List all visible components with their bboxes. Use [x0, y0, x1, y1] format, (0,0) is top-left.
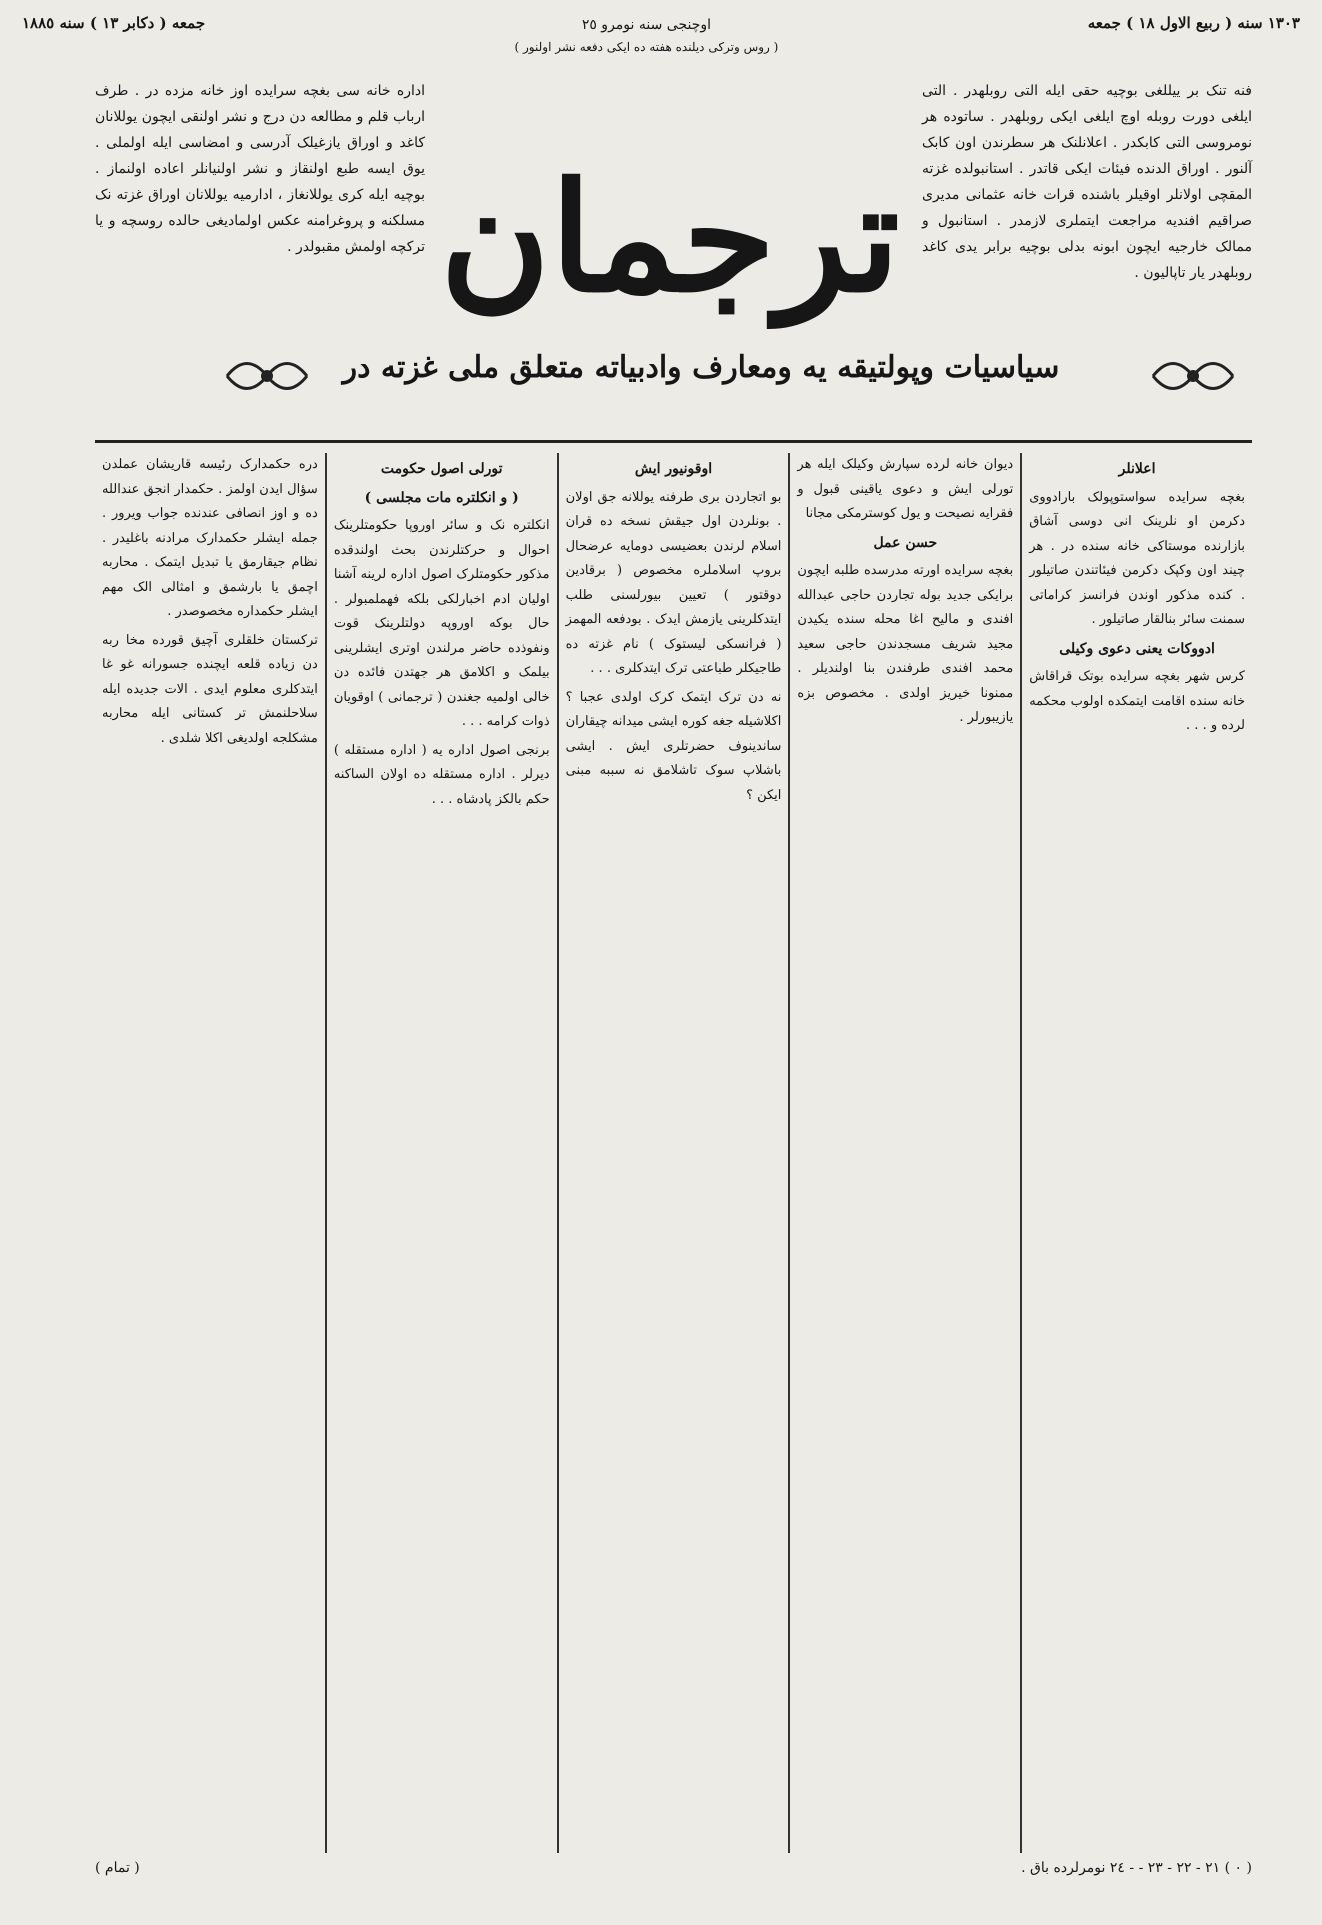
dateline-left: جمعه ( دکابر ١٣ ) سنه ١٨٨٥: [22, 14, 206, 32]
masthead-rule: [95, 440, 1252, 443]
issue-info: [515, 14, 779, 58]
column-1-text: بغچه سرایده سواستوپولک بارادووی دکرمن او نلرینک انی دوسی آشاق بازارنده موستاکی خانه سنده در . هر چیند اون وکپک دکرمن فیئاتندن صاتیلور . کنده مذکور اوندن فرانسز کراماتی سمنت سائر بنالقار صاتیلور .: [1029, 489, 1245, 627]
column-4-text: انکلتره نک و سائر اوروپا حکومتلرینک احوال و حرکتلرندن بحث اولندقده مذکور حکومتلرک اصول اداره لرینه آشنا اولیان ادم اخبارلکی بلکه فهملمبولر . حال بوکه اوروپه دولتلرینک قوت ونفوذده حاضر مرلندن اوتری ایشلرینی بیلمک و اکلامق هر جهتدن فائده دن خالی اولمیه جغندن ( ترجمانی ) اوقویان ذوات کرامه . . .: [333, 518, 550, 729]
left-ornament-icon: [222, 346, 312, 406]
column-4-text-2: برنجی اصول اداره یه ( اداره مستقله ) دیرلر . اداره مستقله ده اولان الساکنه حکم بالکز پادشاه . . .: [333, 742, 550, 807]
column-3-text: بو اتجاردن بری طرفنه یوللانه جق اولان . بونلردن اول جیقش نسخه ده قران اسلام لرندن بعضیسی دومایه عرضحال بروپ اسلاملره مخصوص ( برقادین دوقتور ) تعیین بیورلسنی طلب ایتدکلرینی یازمش ایدک . بودفعه المهمز ( فرانسکی لیستوک ) نام غزته ده طاجیکلر طباعتی ترک ایتدکلری . . .: [565, 489, 782, 676]
publication-note: ( روس وترکی دیلنده هفته ده ایکی دفعه نشر اولنور ): [514, 40, 779, 54]
column-5-text: دره حکمدارک رئیسه قاریشان عملدن سؤال ایدن اولمز . حکمدار انجق عندالله ده و اوز انصافی عندنده جواب ویرور . جمله ایشلر حکمدارک مرادنه باغلیدر . نظام جیقارمق یا تبدیل ایتمک . محاربه اچمق یا بارشمق و امثالی الک مهم ایشلر حکمداره مخصوصدر .: [102, 457, 318, 619]
office-info: اداره خانه سی بغچه سرایده اوز خانه مزده در . طرف ارباب قلم و مطالعه دن درج و نشر اولنقی ایچون یوللانان کاغد و اوراق یازغیلک آدرسی و امضاسی ایله اولملی . یوق ایسه طبع اولنقاز و نشر اولنیانلر اعاده اولنماز . بوچیه ایله کری یوللانغاز ، ادارمیه یوللانان اوراق غزته نک مسلکنه و پروغرامنه عکس اولمادیغی حالده روسچه و یا ترکچه اولمش مقبولدر .: [95, 83, 425, 255]
column-3-heading: اوقونیور ایش: [634, 461, 713, 477]
column-5-text-2: ترکستان خلقلری آچیق قورده مخا ربه دن زیاده قلعه ایچنده جسورانه غو غا ایتدکلری معلوم ایدی . الات جدیده ایله سلاحلنمش تر کستانی ایله محاربه مشکلجه اولدیغی اکلا شلدی .: [102, 632, 318, 746]
subscription-info: فنه تنک بر ییللغی بوچیه حقی ایله التی روبلهدر . التی ایلغی دورت روبله اوچ ایلغی ایکی روبلهدر . ساتوده هر نومروسی التی کابکدر . اعلانلنک هر سطرندن اون کابک آلنور . اوراق الدنده فیئات ایکی قاتدر . استانبولده غزته المقچی اولانلر اوقیلر باشنده قرات خانه عثمانی مدیری صراقیم افندیه مراجعت ایتملری لازمدر . استانبول و ممالک خارجیه ایچون ابونه بدلی بوچیه برابر یدی کاغد روبلهدر یار تاپالیون .: [922, 83, 1252, 281]
column-2-text-2: بغچه سرایده اورته مدرسده طلبه ایچون برایکی جدید بوله تجاردن حاجی عبدالله افندی و مالیح اغا محله سنده یکیدن مجید شریف مسجدندن حاجی سعید محمد افندی طرفندن بنا اولندیلر . ممنونا خیریز اولدی . مخصوص بزه یازیبورلر .: [797, 563, 1014, 725]
column-1-heading: اعلانلر: [1118, 461, 1156, 477]
right-ornament-icon: [1148, 346, 1238, 406]
column-1-text-2: کرس شهر بغچه سرایده بوتک قراقاش خانه سنده اقامت ایتمکده اولوب محکمه لرده و . . .: [1029, 669, 1245, 733]
newspaper-logo: ترجمان: [440, 150, 900, 326]
column-4-heading: تورلی اصول حکومت: [380, 461, 503, 477]
column-2: [788, 453, 1020, 1853]
column-2-text: دیوان خانه لرده سپارش وکیلک ایله هر تورلی ایش و دعوی یاقینی قبول و فقرایه نصیحت و یول کوسترمکی مجانا: [797, 457, 1014, 521]
column-3: [557, 453, 789, 1853]
column-4: [325, 453, 557, 1853]
page-footer: [95, 1860, 1252, 1876]
column-1: [1020, 453, 1252, 1853]
issue-number: اوچنجی سنه نومرو ٢٥: [581, 17, 712, 33]
newspaper-subtitle: سیاسیات وپولتیقه یه ومعارف وادبیاته متعلق ملی غزته در: [342, 350, 1060, 385]
column-4-subheading: ( و انکلتره مات مجلسی ): [364, 489, 519, 506]
column-1-heading-2: ادووکات یعنی دعوی وکیلی: [1059, 640, 1215, 657]
dateline-right: ١٣٠٣ سنه ( ربيع الاول ١٨ ) جمعه: [1087, 14, 1300, 32]
article-columns: [95, 453, 1252, 1853]
dateline: [22, 14, 1300, 72]
column-5: [95, 453, 325, 1853]
column-2-heading: حسن عمل: [873, 534, 938, 551]
footer-right: ( ٠ ) ٢١ - ٢٢ - ٢٣ - - ٢٤ نومرلرده باق .: [1021, 1860, 1252, 1876]
footer-left: ( تمام ): [95, 1860, 140, 1876]
column-3-text-2: نه دن ترک ایتمک کرک اولدی عجبا ؟ اکلاشیله جغه کوره ایشی میدانه چیقاران ساندینوف حضرتلری ایش . ایشی باشلاپ سوک تاشلامق نه سببه مبنی ایکن ؟: [565, 689, 782, 803]
